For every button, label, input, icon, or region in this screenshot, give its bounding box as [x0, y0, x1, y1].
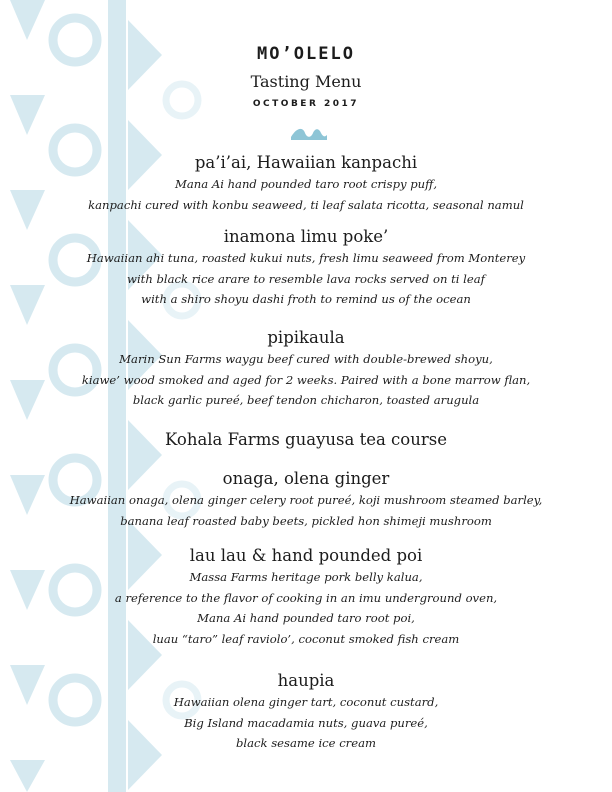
course-description-line: with a shiro shoyu dashi froth to remind us of the ocean [141, 292, 471, 307]
course-description-line: Hawaiian ahi tuna, roasted kukui nuts, fresh limu seaweed from Monterey [86, 251, 526, 265]
course-description-line: banana leaf roasted baby beets, pickled hon shimeji mushroom [120, 513, 492, 528]
course-title: onaga, olena ginger [222, 469, 390, 488]
course-description-line: kanpachi cured with konbu seaweed, ti leaf salata ricotta, seasonal namul [88, 197, 524, 212]
course-item [0, 226, 612, 327]
course-title: inamona limu poke’ [223, 227, 389, 246]
course-title: lau lau & hand pounded poi [189, 546, 423, 565]
menu-subtitle: Tasting Menu [250, 72, 362, 91]
wave-icon [289, 125, 329, 141]
course-item [0, 429, 612, 468]
course-description-line: a reference to the flavor of cooking in an imu underground oven, [114, 590, 498, 605]
course-item [0, 670, 612, 754]
menu-date: OCTOBER 2017 [252, 99, 360, 109]
course-description-line: Marin Sun Farms waygu beef cured with double-brewed shoyu, [119, 352, 493, 366]
restaurant-name: MO’OLELO [257, 44, 355, 64]
course-list [0, 152, 612, 754]
course-title: pa’i’ai, Hawaiian kanpachi [194, 153, 418, 172]
course-description-line: Hawaiian olena ginger tart, coconut custard, [173, 695, 439, 709]
course-description-line: Big Island macadamia nuts, guava pureé, [184, 715, 428, 730]
course-description-line: black garlic pureé, beef tendon chicharon, toasted arugula [132, 393, 480, 408]
course-item [0, 545, 612, 670]
course-description-line: Massa Farms heritage pork belly kalua, [189, 570, 423, 584]
course-description-line: Mana Ai hand pounded taro root crispy puff, [174, 177, 438, 191]
course-item [0, 468, 612, 545]
course-item [0, 327, 612, 429]
course-title: haupia [277, 671, 335, 690]
course-description-line: Mana Ai hand pounded taro root poi, [197, 611, 415, 626]
course-title: pipikaula [267, 328, 345, 347]
course-description-line: Hawaiian onaga, olena ginger celery root pureé, koji mushroom steamed barley, [69, 493, 543, 507]
course-description-line: luau “taro” leaf raviolo’, coconut smoked fish cream [152, 631, 460, 646]
course-description-line: black sesame ice cream [235, 736, 376, 751]
course-description-line: with black rice arare to resemble lava rocks served on ti leaf [127, 271, 485, 286]
course-description-line: kiawe’ wood smoked and aged for 2 weeks. Paired with a bone marrow flan, [81, 372, 531, 387]
course-item [0, 152, 612, 226]
course-title: Kohala Farms guayusa tea course [165, 430, 447, 449]
